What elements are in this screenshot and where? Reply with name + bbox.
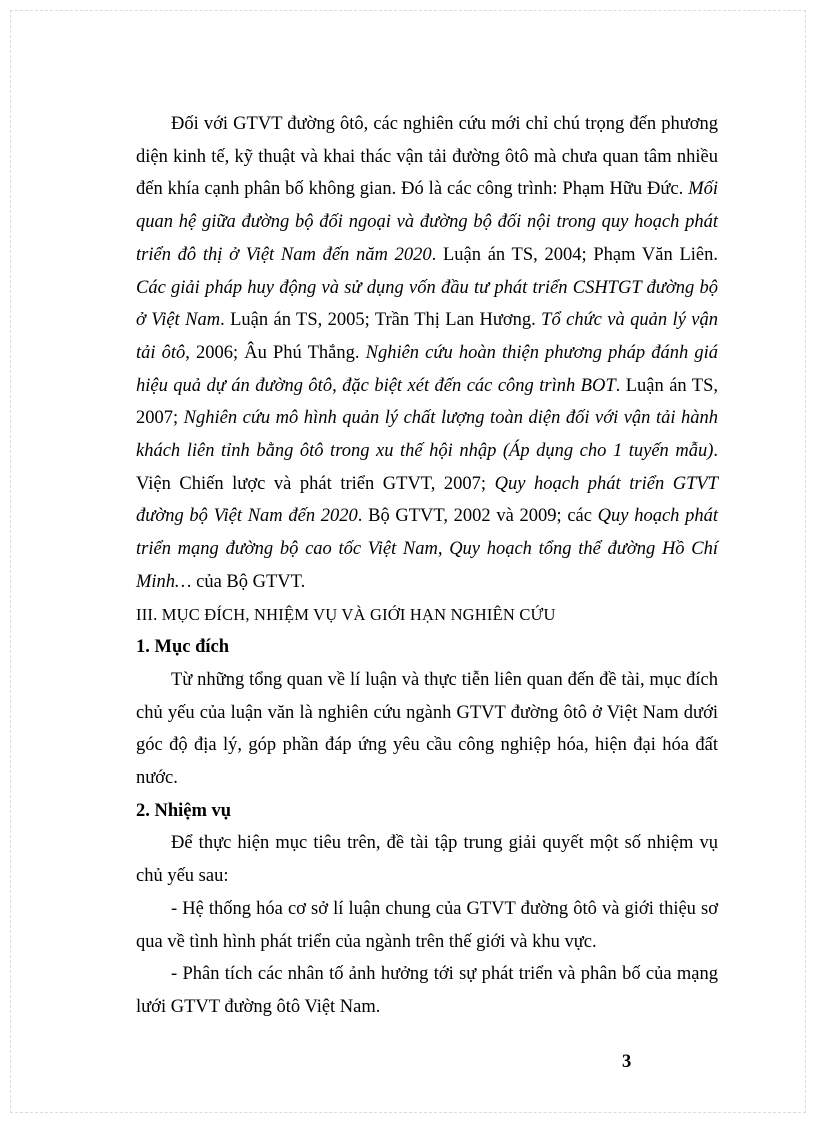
document-body bbox=[136, 108, 718, 1024]
task-item-2: - Phân tích các nhân tố ảnh hưởng tới sự phát triển và phân bố của mạng lưới GTVT đường ôtô Việt Nam. bbox=[136, 964, 718, 1017]
text-run: , 2006; Âu Phú Thắng. bbox=[185, 342, 366, 363]
italic-title: Quy hoạch phát triển mạng đường bộ cao tốc Việt Nam, Quy hoạch tổng thể đường Hồ Chí Minh… bbox=[136, 506, 718, 592]
heading-purpose: 1. Mục đích bbox=[136, 637, 230, 658]
paragraph-tasks-intro: Để thực hiện mục tiêu trên, đề tài tập trung giải quyết một số nhiệm vụ chủ yếu sau: bbox=[136, 833, 718, 887]
paragraph-purpose: Từ những tổng quan về lí luận và thực tiễn liên quan đến đề tài, mục đích chủ yếu của luận văn là nghiên cứu ngành GTVT đường ôtô ở Việt Nam dưới góc độ địa lý, góp phần đáp ứng yêu cầu công nghiệp hóa, hiện đại hóa đất nước. bbox=[136, 669, 718, 789]
italic-title: Quy hoạch phát triển GTVT đường bộ Việt Nam đến 2020 bbox=[136, 473, 718, 527]
page-number: 3 bbox=[622, 1052, 632, 1072]
paragraph-literature-review bbox=[136, 108, 718, 599]
heading-tasks: 2. Nhiệm vụ bbox=[136, 800, 232, 821]
task-item-1: - Hệ thống hóa cơ sở lí luận chung của GTVT đường ôtô và giới thiệu sơ qua về tình hình phát triển của ngành trên thế giới và khu vực. bbox=[136, 898, 718, 952]
text-run: . Luận án TS, 2007; bbox=[136, 375, 718, 429]
text-run: . Bộ GTVT, 2002 và 2009; các bbox=[357, 506, 598, 527]
italic-title: Mối quan hệ giữa đường bộ đối ngoại và đường bộ đối nội trong quy hoạch phát triển đô thị ở Việt Nam đến năm 2020 bbox=[136, 179, 718, 265]
section-heading: III. MỤC ĐÍCH, NHIỆM VỤ VÀ GIỚI HẠN NGHIÊN CỨU bbox=[136, 604, 556, 624]
italic-title: Tổ chức và quản lý vận tải ôtô bbox=[136, 310, 719, 363]
text-run: Đối với GTVT đường ôtô, các nghiên cứu mới chỉ chú trọng đến phương diện kinh tế, kỹ thuật và khai thác vận tải đường ôtô mà chưa quan tâm nhiều đến khía cạnh phân bố không gian. Đó là các công trình: Phạm Hữu Đức. bbox=[136, 114, 718, 200]
italic-title: Nghiên cứu mô hình quản lý chất lượng toàn diện đối với vận tải hành khách liên tỉnh bằng ôtô trong xu thế hội nhập (Áp dụng cho 1 tuyến mẫu) bbox=[136, 408, 718, 462]
text-run: . Luận án TS, 2004; Phạm Văn Liên. bbox=[431, 244, 718, 265]
text-run: . Viện Chiến lược và phát triển GTVT, 2007; bbox=[136, 441, 718, 494]
text-run: . Luận án TS, 2005; Trần Thị Lan Hương. bbox=[220, 310, 542, 331]
italic-title: Các giải pháp huy động và sử dụng vốn đầu tư phát triển CSHTGT đường bộ ở Việt Nam bbox=[136, 277, 718, 331]
italic-title: Nghiên cứu hoàn thiện phương pháp đánh giá hiệu quả dự án đường ôtô, đặc biệt xét đến các công trình BOT bbox=[136, 342, 719, 396]
text-run: của Bộ GTVT. bbox=[191, 571, 306, 592]
